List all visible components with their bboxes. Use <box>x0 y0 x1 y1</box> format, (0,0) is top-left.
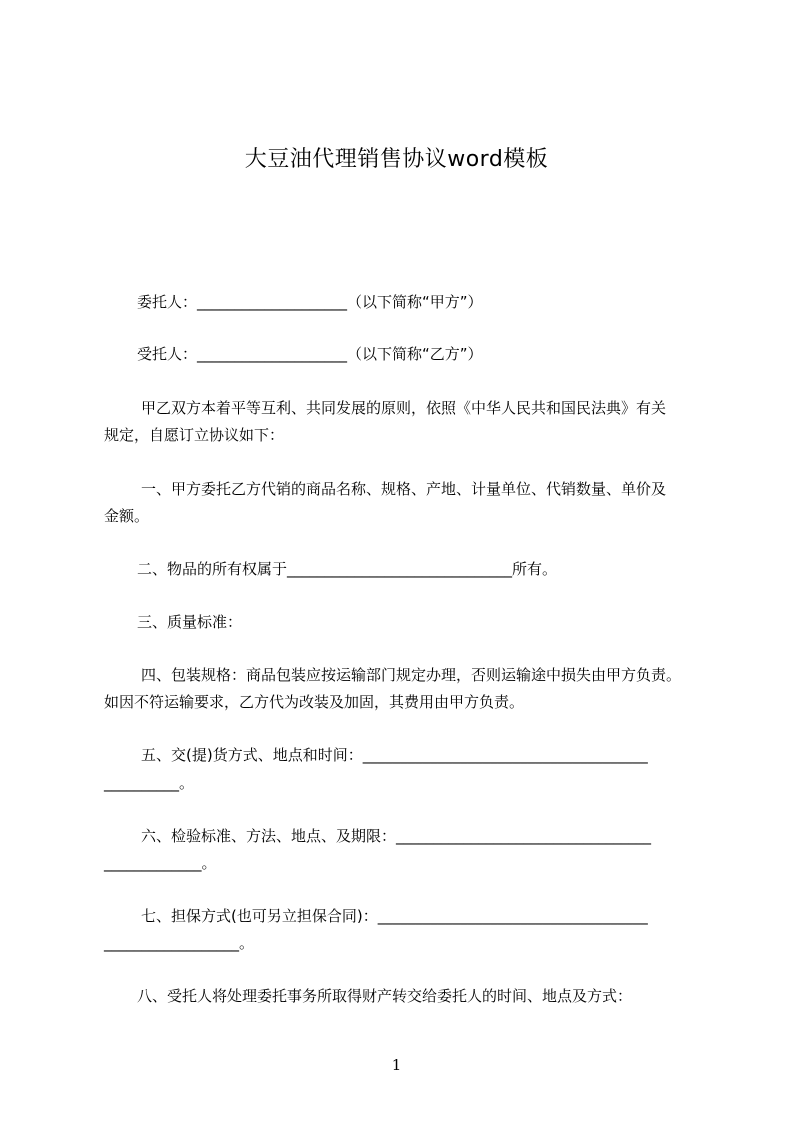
agent-line: 受托人：____________________（以下简称“乙方”） <box>137 345 483 363</box>
document-title: 大豆油代理销售协议word模板 <box>244 147 549 172</box>
clause-1-line-2: 金额。 <box>104 507 150 525</box>
intro-line-2: 规定，自愿订立协议如下： <box>104 426 285 444</box>
clause-4-line-1: 四、包装规格：商品包装应按运输部门规定办理，否则运输途中损失由甲方负责。 <box>141 666 682 684</box>
clause-8: 八、受托人将处理委托事务所取得财产转交给委托人的时间、地点及方式： <box>137 987 633 1005</box>
clause-3: 三、质量标准： <box>137 613 243 631</box>
clause-5-line-1: 五、交(提)货方式、地点和时间：______________________________________ <box>141 746 648 764</box>
page-number: 1 <box>391 1056 402 1074</box>
clause-5-line-2: __________。 <box>104 774 195 792</box>
intro-line-1: 甲乙双方本着平等互利、共同发展的原则，依照《中华人民共和国民法典》有关 <box>141 399 667 417</box>
clause-6-line-2: _____________。 <box>104 854 217 872</box>
principal-line: 委托人：____________________（以下简称“甲方”） <box>137 293 483 311</box>
clause-2: 二、物品的所有权属于______________________________所有。 <box>137 560 558 578</box>
clause-6-line-1: 六、检验标准、方法、地点、及期限：__________________________________ <box>141 827 652 845</box>
clause-7-line-2: __________________。 <box>104 934 255 952</box>
clause-1-line-1: 一、甲方委托乙方代销的商品名称、规格、产地、计量单位、代销数量、单价及 <box>141 480 667 498</box>
clause-4-line-2: 如因不符运输要求，乙方代为改装及加固，其费用由甲方负责。 <box>104 693 525 711</box>
clause-7-line-1: 七、担保方式(也可另立担保合同)：____________________________________ <box>141 907 648 925</box>
